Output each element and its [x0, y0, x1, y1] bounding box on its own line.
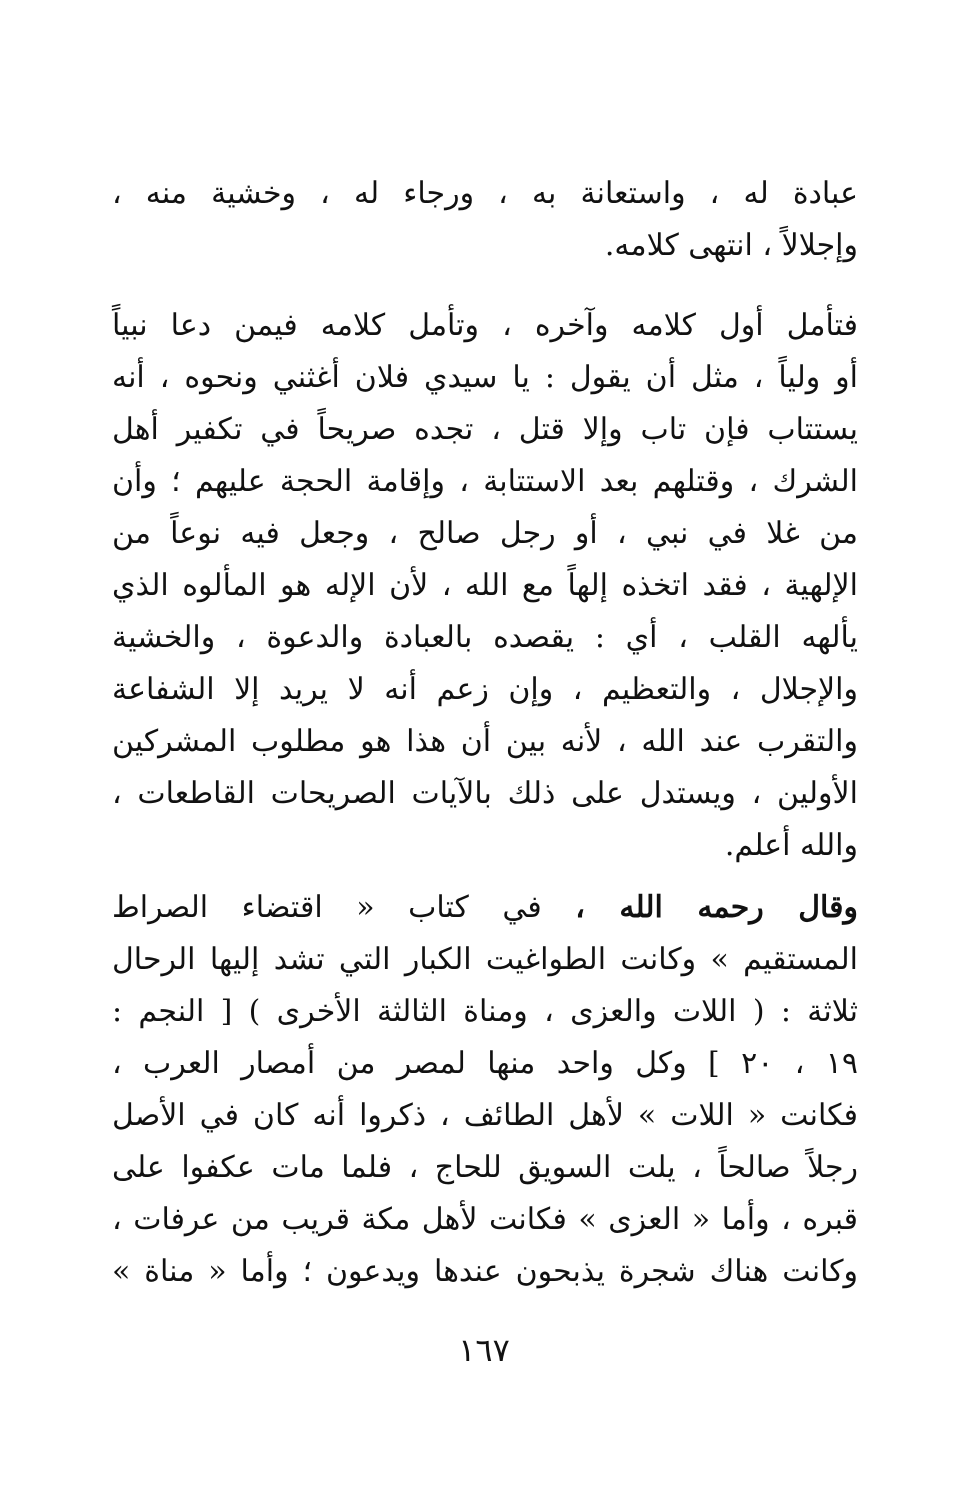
text-line: الأولين ، ويستدل على ذلك بالآيات الصريحات القاطعات ، — [112, 776, 858, 811]
text-line: رجلاً صالحاً ، يلت السويق للحاج ، فلما مات عكفوا على — [112, 1150, 858, 1185]
text-line: فكانت « اللات » لأهل الطائف ، ذكروا أنه كان في الأصل — [112, 1098, 858, 1133]
text-line: الشرك ، وقتلهم بعد الاستتابة ، وإقامة الحجة عليهم ؛ وأن — [112, 464, 858, 499]
text-line: ١٩ ، ٢٠ ] وكل واحد منها لمصر من أمصار العرب ، — [112, 1046, 858, 1081]
text-line: ثلاثة : ( اللات والعزى ، ومناة الثالثة الأخرى ) [ النجم : — [112, 994, 858, 1029]
page-number: ١٦٧ — [458, 1331, 510, 1369]
text-line: فتأمل أول كلامه وآخره ، وتأمل كلامه فيمن دعا نبياً — [112, 308, 858, 343]
paragraph-1 — [112, 168, 858, 272]
text-line: والله أعلم. — [724, 828, 858, 863]
text-line: من غلا في نبي ، أو رجل صالح ، وجعل فيه نوعاً من — [112, 516, 858, 551]
text-line: وكانت هناك شجرة يذبحون عندها ويدعون ؛ وأما « مناة » — [112, 1254, 858, 1289]
text-line: أو ولياً ، مثل أن يقول : يا سيدي فلان أغثني ونحوه ، أنه — [112, 360, 858, 395]
text-line: يألهه القلب ، أي : يقصده بالعبادة والدعوة ، والخشية — [112, 620, 858, 655]
text-line: وإجلالاً ، انتهى كلامه. — [604, 228, 858, 263]
text-line: الإلهية ، فقد اتخذه إلهاً مع الله ، لأن الإله هو المألوه الذي — [112, 568, 858, 603]
text-line: قبره ، وأما « العزى » فكانت لأهل مكة قريب من عرفات ، — [112, 1202, 858, 1237]
paragraph-2 — [112, 300, 858, 872]
text-line-with-lead — [112, 882, 858, 934]
paragraph-3 — [112, 882, 858, 1298]
text-line-rest: في كتاب « اقتضاء الصراط — [112, 890, 542, 925]
text-line: والتقرب عند الله ، لأنه بين أن هذا هو مطلوب المشركين — [112, 724, 858, 759]
text-line: والإجلال ، والتعظيم ، وإن زعم أنه لا يريد إلا الشفاعة — [112, 672, 858, 707]
text-line: المستقيم » وكانت الطواغيت الكبار التي تشد إليها الرحال — [112, 942, 858, 977]
text-line: عبادة له ، واستعانة به ، ورجاء له ، وخشية منه ، — [112, 176, 858, 211]
text-line: يستتاب فإن تاب وإلا قتل ، تجده صريحاً في تكفير أهل — [112, 412, 858, 447]
bold-lead-phrase: وقال رحمه الله ، — [575, 890, 858, 925]
